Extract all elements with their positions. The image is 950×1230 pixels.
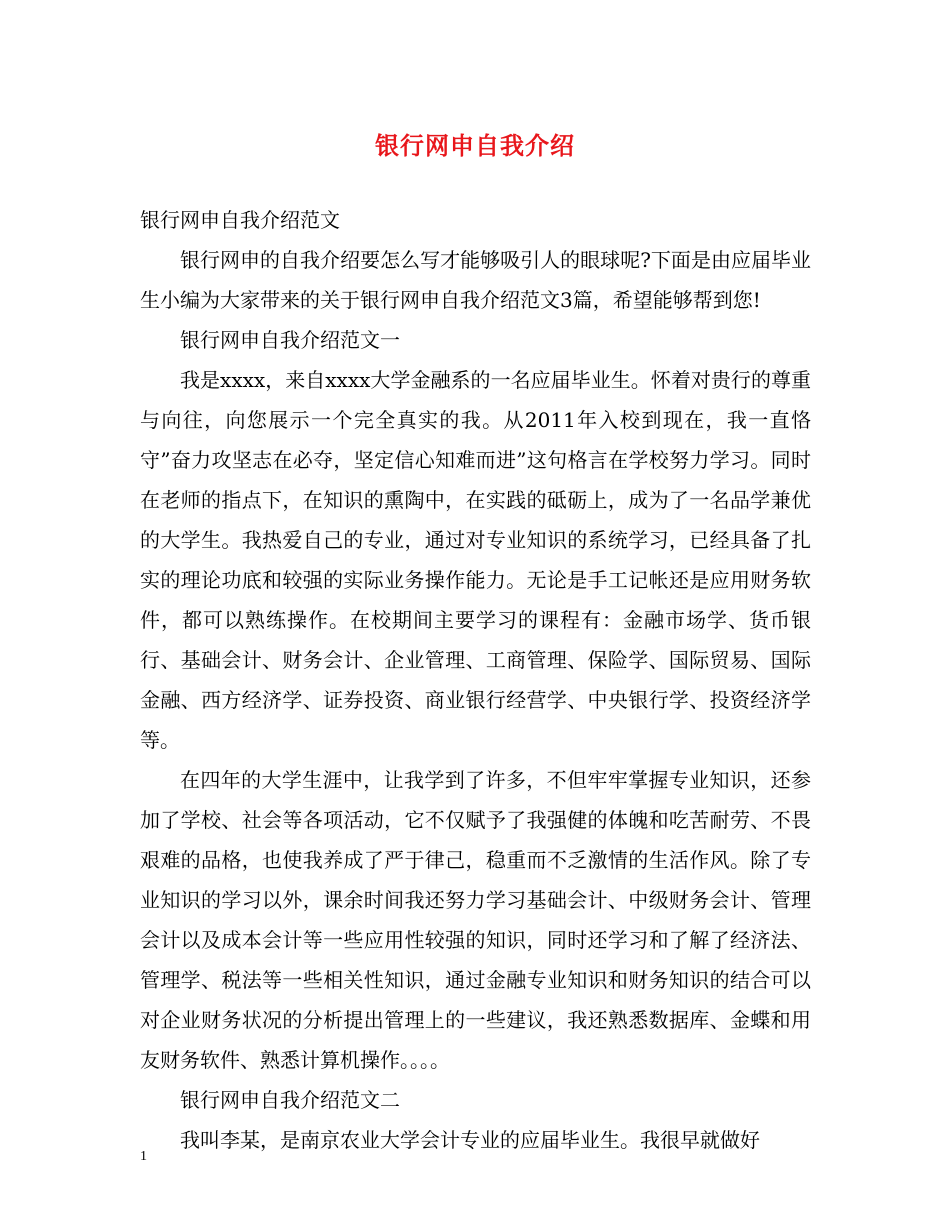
document-title: 银行网申自我介绍 [375, 131, 575, 160]
paragraph-intro: 银行网申的自我介绍要怎么写才能够吸引人的眼球呢?下面是由应届毕业生小编为大家带来的关于银行网申自我介绍范文3篇，希望能够帮到您! [140, 248, 811, 312]
paragraph-2: 在四年的大学生涯中，让我学到了许多，不但牢牢掌握专业知识，还参加了学校、社会等各项活动，它不仅赋予了我强健的体魄和吃苦耐劳、不畏艰难的品格，也使我养成了严于律己，稳重而不乏激情的生活作风。除了专业知识的学习以外，课余时间我还努力学习基础会计、中级财务会计、管理会计以及成本会计等一些应用性较强的知识，同时还学习和了解了经济法、管理学、税法等一些相关性知识，通过金融专业知识和财务知识的结合可以对企业财务状况的分析提出管理上的一些建议，我还熟悉数据库、金蝶和用友财务软件、熟悉计算机操作。。。。 [140, 768, 811, 1072]
document-body [140, 200, 811, 1160]
section-heading-2: 银行网申自我介绍范文二 [180, 1088, 400, 1112]
paragraph-3: 我叫李某，是南京农业大学会计专业的应届毕业生。我很早就做好 [180, 1128, 760, 1152]
document-subtitle: 银行网申自我介绍范文 [140, 208, 340, 232]
section-heading-1: 银行网申自我介绍范文一 [180, 328, 400, 352]
paragraph-1: 我是xxxx，来自xxxx大学金融系的一名应届毕业生。怀着对贵行的尊重与向往，向您展示一个完全真实的我。从2011年入校到现在，我一直恪守”奋力攻坚志在必夺，坚定信心知难而进”这句格言在学校努力学习。同时在老师的指点下，在知识的熏陶中，在实践的砥砺上，成为了一名品学兼优的大学生。我热爱自己的专业，通过对专业知识的系统学习，已经具备了扎实的理论功底和较强的实际业务操作能力。无论是手工记帐还是应用财务软件，都可以熟练操作。在校期间主要学习的课程有：金融市场学、货币银行、基础会计、财务会计、企业管理、工商管理、保险学、国际贸易、国际金融、西方经济学、证券投资、商业银行经营学、中央银行学、投资经济学等。 [140, 368, 811, 752]
page-number: 1 [140, 1149, 147, 1164]
